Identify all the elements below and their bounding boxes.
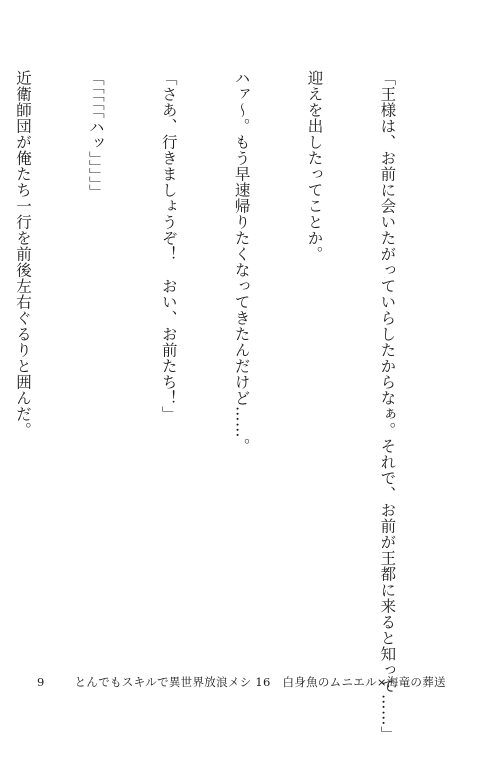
text-line-3: ハァ〜。もう早速帰りたくなってきたんだけど……。 [232,70,251,454]
text-line-4: 「さあ、行きましょうぞ！ おい、お前たち！」 [159,70,178,422]
text-line-2: 迎えを出したってことか。 [305,70,324,262]
text-line-5: 「「「「「ハッ」」」」」 [86,70,105,200]
page-footer [37,674,446,690]
book-title: とんでもスキルで異世界放浪メシ 16 白身魚のムニエル×海竜の葬送 [74,675,446,689]
page-number: 9 [37,675,45,689]
text-line-1: 「王様は、お前に会いたがっていらしたからなぁ。それで、お前が王都に来ると知って……」 [378,70,397,742]
text-line-6: 近衛師団が俺たち一行を前後左右ぐるりと囲んだ。 [13,70,32,438]
